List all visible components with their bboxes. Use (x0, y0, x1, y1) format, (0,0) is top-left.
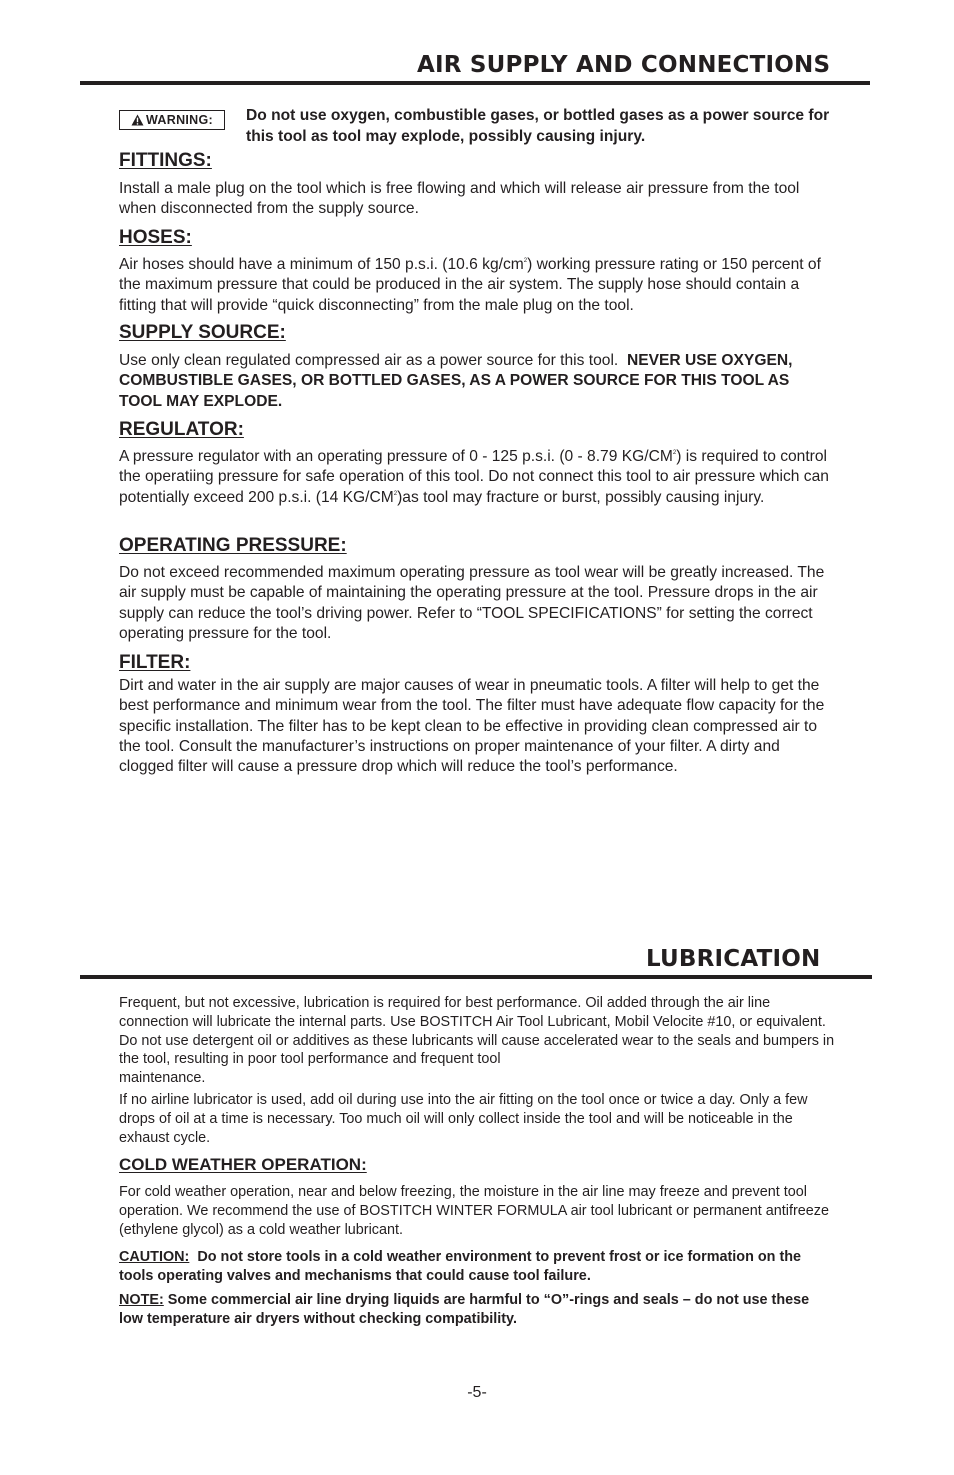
regulator-text-part-2: ) is required to control the operatiing pressure for safe operation of this tool. Do not connect this tool to air pressure which can potentially exceed 200 p.s.i. (14 KG/CM (119, 448, 829, 506)
heading-fittings: FITTINGS: (119, 150, 212, 171)
regulator-text-part-1: A pressure regulator with an operating pressure of 0 - 125 p.s.i. (0 - 8.79 KG/CM (119, 448, 673, 465)
filter-text: Dirt and water in the air supply are major causes of wear in pneumatic tools. A filter will help to get the best performance and minimum wear from the tool. The filter must have adequate flow capacity for the specific installation. The filter has to be kept clean to be effective in providing clean compressed air to the tool. Consult the manufacturer’s instructions on proper maintenance of your filter. A dirty and clogged filter will cause a pressure drop which will reduce the tool’s performance. (119, 677, 825, 776)
section-rule (80, 81, 870, 85)
regulator-text (119, 447, 835, 508)
heading-operating-pressure: OPERATING PRESSURE: (119, 535, 347, 556)
warning-label: WARNING: (146, 113, 213, 127)
supply-source-text (119, 351, 835, 412)
regulator-text-part-3: )as tool may fracture or burst, possibly causing injury. (397, 488, 765, 506)
heading-supply-source: SUPPLY SOURCE: (119, 322, 286, 343)
hoses-text-part-2: ) working pressure rating or 150 percent of the maximum pressure that could be produced in the air system. The supply hose should contain a fitting that will provide “quick disconnecting” from the male plug on the tool. (119, 256, 821, 314)
heading-cold-weather: COLD WEATHER OPERATION: (119, 1155, 367, 1174)
lubrication-paragraph-1 (119, 994, 835, 1088)
supply-source-text-bold: NEVER USE OXYGEN, COMBUSTIBLE GASES, OR BOTTLED GASES, AS A POWER SOURCE FOR THIS TOOL AS TOOL MAY EXPLODE. (119, 352, 793, 410)
heading-regulator: REGULATOR: (119, 419, 244, 440)
heading-hoses: HOSES: (119, 227, 192, 248)
operating-pressure-text: Do not exceed recommended maximum operating pressure as tool wear will be greatly increased. The air supply must be capable of maintaining the operating pressure at the tool. Pressure drops in the air supply can reduce the tool’s driving power. Refer to “TOOL SPECIFICATIONS” for setting the correct operating pressure for the tool. (119, 564, 825, 642)
regulator-superscript-1: 2 (672, 450, 677, 456)
warning-badge (119, 110, 225, 130)
cold-weather-text: For cold weather operation, near and below freezing, the moisture in the air line may freeze and prevent tool operation. We recommend the use of BOSTITCH WINTER FORMULA air tool lubricant or permanent antifreeze (ethylene glycol) as a cold weather lubricant. (119, 1184, 829, 1238)
caution-label: CAUTION: (119, 1249, 190, 1265)
caution-text: Do not store tools in a cold weather environment to prevent frost or ice formation on the tools operating valves and mechanisms that could cause tool failure. (119, 1249, 802, 1284)
lubrication-paragraph-1-end: maintenance. (119, 1070, 206, 1087)
section-title-lubrication: LUBRICATION (646, 946, 821, 972)
page-number: -5- (467, 1384, 487, 1401)
lubrication-paragraph-1-main: Frequent, but not excessive, lubrication is required for best performance. Oil added through the air line connection will lubricate the internal parts. Use BOSTITCH Air Tool Lubricant, Mobil Velocite #10, or equivalent. Do not use detergent oil or additives as these lubricants will cause accelerated wear to the seals and bumpers in the tool, resulting in poor tool performance and frequent tool (119, 995, 835, 1068)
note-text: Some commercial air line drying liquids are harmful to “O”-rings and seals – do not use these low temperature air dryers without checking compatibility. (119, 1292, 810, 1327)
hoses-text (119, 255, 835, 316)
fittings-text: Install a male plug on the tool which is free flowing and which will release air pressure from the tool when disconnected from the supply source. (119, 180, 800, 218)
section-title-air-supply: AIR SUPPLY AND CONNECTIONS (417, 52, 831, 78)
hoses-superscript: 2 (523, 258, 528, 264)
lubrication-paragraph-2: If no airline lubricator is used, add oil during use into the air fitting on the tool once or twice a day. Only a few drops of oil at a time is necessary. Too much oil will only collect inside the tool and will be noticeable in the exhaust cycle. (119, 1092, 808, 1146)
supply-source-text-normal: Use only clean regulated compressed air as a power source for this tool. (119, 352, 619, 369)
warning-text: Do not use oxygen, combustible gases, or bottled gases as a power source for this tool as tool may explode, possibly causing injury. (246, 107, 830, 145)
note-label: NOTE: (119, 1292, 164, 1308)
caution-note (119, 1248, 835, 1286)
heading-filter: FILTER: (119, 652, 191, 673)
hoses-text-part-1: Air hoses should have a minimum of 150 p.s.i. (10.6 kg/cm (119, 256, 524, 273)
warning-triangle-icon (131, 114, 144, 126)
regulator-superscript-2: 2 (393, 490, 398, 497)
note (119, 1291, 835, 1329)
section-rule (80, 975, 872, 979)
